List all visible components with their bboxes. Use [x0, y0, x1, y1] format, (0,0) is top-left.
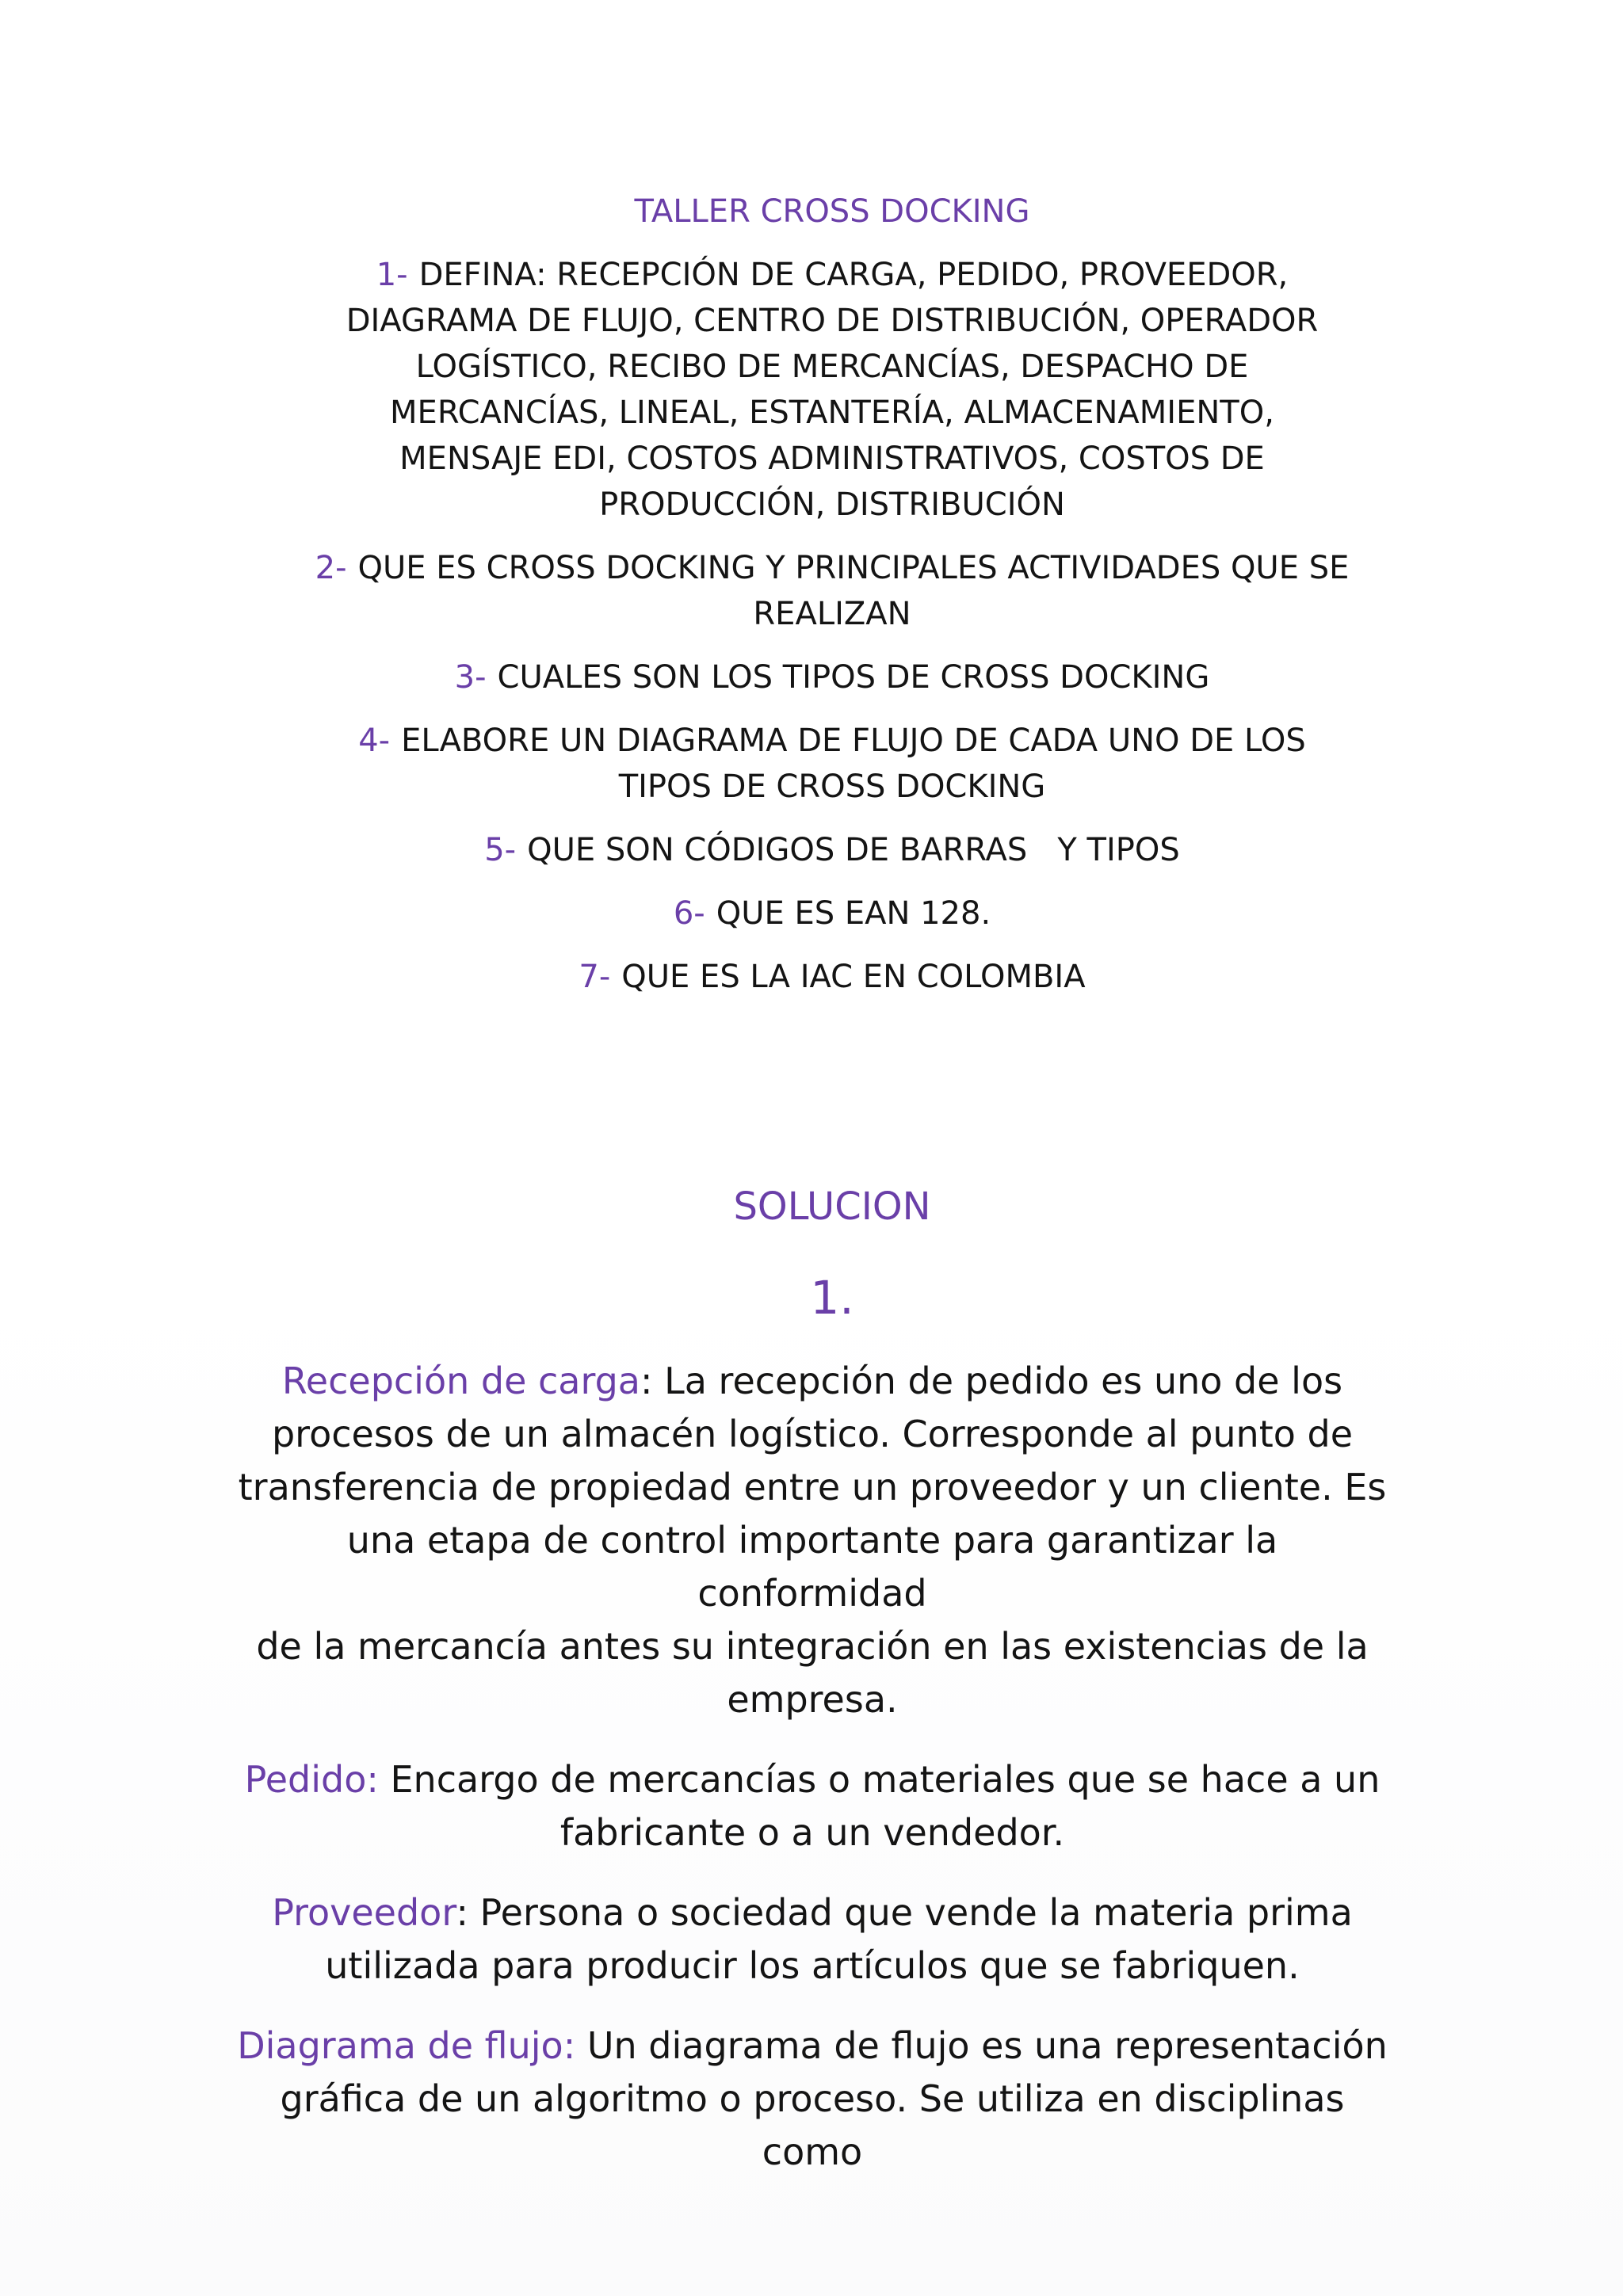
- question-number: 5-: [484, 832, 517, 868]
- answer-line: procesos de un almacén logístico. Corresponde al punto de: [271, 1413, 1354, 1455]
- answer-line: fabricante o a un vendedor.: [559, 1811, 1065, 1854]
- question-number: 2-: [315, 550, 347, 586]
- question-number: 3-: [454, 659, 487, 696]
- document-title: TALLER CROSS DOCKING: [634, 193, 1030, 230]
- answer-text: La recepción de pedido es uno de los: [652, 1360, 1343, 1402]
- question-item: [238, 891, 1426, 936]
- question-text: QUE ES CROSS DOCKING Y PRINCIPALES ACTIVIDADES QUE SE: [357, 550, 1350, 586]
- question-number: 6-: [673, 895, 705, 932]
- answer-term: Proveedor: [272, 1891, 456, 1934]
- answer-term: Diagrama de flujo:: [237, 2024, 576, 2067]
- answer-line: utilizada para producir los artículos que se fabriquen.: [325, 1944, 1300, 1987]
- question-item: [238, 545, 1426, 637]
- answer-line: una etapa de control importante para garantizar la conformidad: [346, 1519, 1278, 1615]
- question-text: QUE ES EAN 128.: [716, 895, 991, 932]
- question-first-line: [238, 718, 1426, 764]
- answer-text: Persona o sociedad que vende la materia prima: [468, 1891, 1353, 1934]
- question-first-line: [238, 252, 1426, 298]
- solution-number: 1.: [810, 1271, 854, 1325]
- answers-section: [230, 1355, 1395, 2206]
- answer-first-line: [230, 2019, 1395, 2073]
- answer-text: Encargo de mercancías o materiales que se hace a un: [378, 1758, 1381, 1801]
- answer-line: empresa.: [727, 1678, 898, 1721]
- answer-first-line: [230, 1753, 1395, 1806]
- question-continuation: REALIZAN: [753, 596, 911, 632]
- question-item: [238, 827, 1426, 873]
- question-continuation: TIPOS DE CROSS DOCKING: [618, 769, 1046, 805]
- answer-first-line: [230, 1886, 1395, 1939]
- question-continuation: MENSAJE EDI, COSTOS ADMINISTRATIVOS, COSTOS DE: [399, 441, 1265, 477]
- answer-line: gráfica de un algoritmo o proceso. Se utiliza en disciplinas como: [280, 2077, 1345, 2173]
- question-item: [238, 954, 1426, 1000]
- question-first-line: [238, 891, 1426, 936]
- question-text: ELABORE UN DIAGRAMA DE FLUJO DE CADA UNO DE LOS: [401, 723, 1306, 759]
- question-number: 4-: [358, 723, 391, 759]
- answer-item: [230, 1886, 1395, 1993]
- answer-term: Pedido:: [244, 1758, 379, 1801]
- question-first-line: [238, 654, 1426, 700]
- question-text: DEFINA: RECEPCIÓN DE CARGA, PEDIDO, PROVEEDOR,: [418, 257, 1289, 293]
- questions-section: [238, 189, 1426, 1017]
- solution-heading: SOLUCION: [733, 1184, 931, 1229]
- question-number: 1-: [376, 257, 408, 293]
- answer-item: [230, 1355, 1395, 1726]
- question-continuation: PRODUCCIÓN, DISTRIBUCIÓN: [599, 486, 1065, 523]
- answer-separator: :: [640, 1360, 653, 1402]
- question-continuation: DIAGRAMA DE FLUJO, CENTRO DE DISTRIBUCIÓN, OPERADOR: [346, 303, 1319, 339]
- question-continuation: LOGÍSTICO, RECIBO DE MERCANCÍAS, DESPACHO DE: [415, 349, 1249, 385]
- question-item: [238, 654, 1426, 700]
- question-item: [238, 252, 1426, 528]
- question-text: QUE ES LA IAC EN COLOMBIA: [621, 959, 1086, 995]
- answer-first-line: [230, 1355, 1395, 1408]
- answer-item: [230, 1753, 1395, 1859]
- answer-item: [230, 2019, 1395, 2179]
- answer-text: Un diagrama de flujo es una representación: [575, 2024, 1388, 2067]
- answer-separator: :: [456, 1891, 468, 1934]
- question-item: [238, 718, 1426, 810]
- question-text: CUALES SON LOS TIPOS DE CROSS DOCKING: [497, 659, 1210, 696]
- answer-term: Recepción de carga: [281, 1360, 640, 1402]
- question-number: 7-: [579, 959, 611, 995]
- question-text: QUE SON CÓDIGOS DE BARRAS Y TIPOS: [527, 832, 1180, 868]
- question-continuation: MERCANCÍAS, LINEAL, ESTANTERÍA, ALMACENAMIENTO,: [390, 395, 1274, 431]
- question-first-line: [238, 827, 1426, 873]
- answer-line: de la mercancía antes su integración en las existencias de la: [256, 1625, 1369, 1668]
- question-first-line: [238, 954, 1426, 1000]
- answer-line: transferencia de propiedad entre un proveedor y un cliente. Es: [238, 1466, 1387, 1508]
- question-first-line: [238, 545, 1426, 591]
